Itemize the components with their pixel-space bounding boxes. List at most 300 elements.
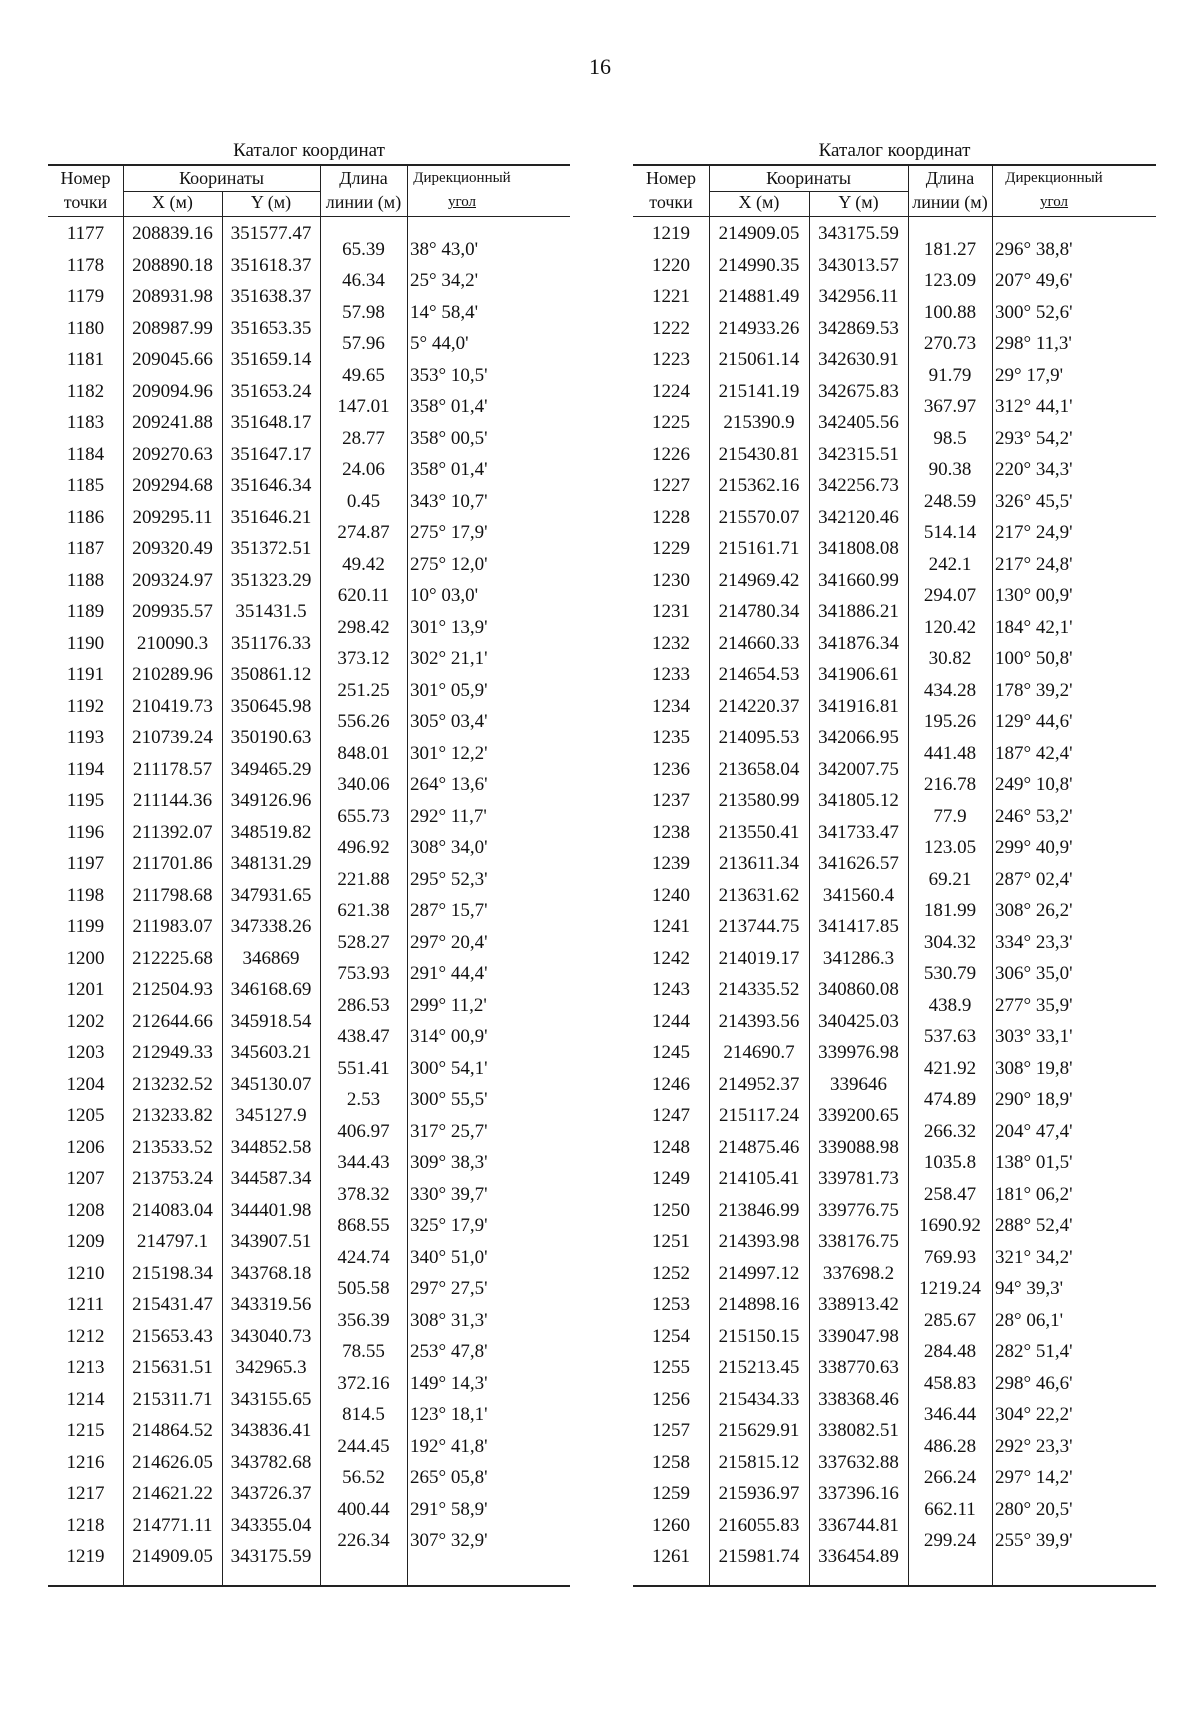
point-number: 1246 <box>652 1073 690 1095</box>
direction-angle: 309° 38,3' <box>410 1152 488 1174</box>
direction-angle: 291° 58,9' <box>410 1498 488 1520</box>
coord-y: 350190.63 <box>230 727 312 748</box>
coord-x: 209270.63 <box>132 443 213 465</box>
direction-angle: 275° 17,9' <box>410 522 488 544</box>
coord-x: 215141.19 <box>718 380 800 402</box>
coord-x: 211701.86 <box>132 853 213 874</box>
line-segment-row <box>633 1242 1156 1274</box>
point-number: 1182 <box>66 380 105 402</box>
point-number: 1203 <box>66 1042 105 1063</box>
direction-angle: 358° 01,4' <box>410 396 488 418</box>
point-number: 1256 <box>652 1388 690 1410</box>
line-length: 100.88 <box>923 301 977 323</box>
coord-y: 338770.63 <box>818 1357 899 1378</box>
point-number: 1220 <box>652 254 690 276</box>
point-number: 1219 <box>652 223 690 244</box>
line-segment-row <box>48 1368 570 1400</box>
point-number: 1188 <box>66 569 105 591</box>
coord-y: 344852.58 <box>230 1136 312 1158</box>
coord-y: 339976.98 <box>818 1042 899 1063</box>
line-length: 120.42 <box>923 616 977 638</box>
point-number: 1209 <box>66 1231 105 1252</box>
coord-x: 214898.16 <box>718 1294 800 1315</box>
line-segment-row <box>48 643 570 675</box>
line-length: 434.28 <box>923 679 977 701</box>
direction-angle: 184° 42,1' <box>995 616 1073 638</box>
direction-angle: 264° 13,6' <box>410 774 488 796</box>
point-number: 1181 <box>66 349 105 370</box>
line-segment-row <box>633 1273 1156 1305</box>
line-length: 868.55 <box>337 1215 390 1237</box>
line-length: 251.25 <box>337 679 390 701</box>
line-segment-row <box>633 738 1156 770</box>
point-number: 1193 <box>66 727 105 748</box>
coord-x: 214626.05 <box>132 1451 213 1473</box>
coord-y: 351638.37 <box>230 286 312 307</box>
point-number: 1213 <box>66 1357 105 1378</box>
line-length: 46.34 <box>342 270 385 292</box>
line-segment-row <box>48 454 570 486</box>
header-length-top: Длина <box>925 168 975 188</box>
point-number: 1201 <box>66 979 105 1000</box>
point-number: 1196 <box>66 821 105 843</box>
line-length: 57.98 <box>342 301 385 323</box>
coord-y: 345603.21 <box>230 1042 312 1063</box>
line-segment-row <box>48 706 570 738</box>
coord-x: 214690.7 <box>723 1042 795 1063</box>
line-length: 620.11 <box>337 585 390 607</box>
direction-angle: 288° 52,4' <box>995 1215 1073 1237</box>
line-length: 266.32 <box>923 1120 977 1142</box>
point-number: 1239 <box>652 853 690 874</box>
coord-x: 213233.82 <box>132 1105 213 1126</box>
coord-x: 215430.81 <box>718 443 800 465</box>
coord-x: 215936.97 <box>718 1483 800 1504</box>
line-segment-row <box>633 769 1156 801</box>
line-length: 373.12 <box>337 648 390 670</box>
coord-y: 351659.14 <box>230 349 312 370</box>
coord-x: 214083.04 <box>132 1199 213 1221</box>
direction-angle: 14° 58,4' <box>410 301 479 323</box>
line-segment-row <box>48 1525 570 1557</box>
coord-y: 342869.53 <box>818 317 899 339</box>
line-length: 285.67 <box>923 1309 977 1331</box>
coord-x: 214621.22 <box>132 1483 213 1504</box>
coord-y: 343907.51 <box>230 1231 312 1252</box>
line-segment-row <box>633 675 1156 707</box>
coord-x: 214019.17 <box>718 947 800 969</box>
line-length: 298.42 <box>337 616 390 638</box>
coord-x: 214797.1 <box>136 1231 209 1252</box>
line-segment-row <box>633 454 1156 486</box>
line-segment-row <box>48 1053 570 1085</box>
coord-y: 341805.12 <box>818 790 899 811</box>
coord-x: 211983.07 <box>132 916 213 937</box>
line-segment-row <box>48 1462 570 1494</box>
header-point-bottom: точки <box>63 192 108 212</box>
coord-y: 348519.82 <box>230 821 312 843</box>
line-segment-row <box>633 1336 1156 1368</box>
line-length: 378.32 <box>337 1183 390 1205</box>
line-length: 496.92 <box>337 837 390 859</box>
line-segment-row <box>633 1525 1156 1557</box>
line-segment-row <box>48 1305 570 1337</box>
line-length: 2.53 <box>346 1089 381 1111</box>
coord-y: 345127.9 <box>235 1105 307 1126</box>
point-number: 1228 <box>652 506 690 528</box>
direction-angle: 304° 22,2' <box>995 1404 1073 1426</box>
line-segment-row <box>48 1021 570 1053</box>
point-number: 1177 <box>66 223 105 244</box>
line-segment-row <box>633 1179 1156 1211</box>
coord-x: 214969.42 <box>718 569 800 591</box>
coord-y: 343355.04 <box>230 1514 312 1536</box>
coord-x: 214660.33 <box>718 632 800 654</box>
coord-y: 346869 <box>242 947 300 969</box>
point-number: 1227 <box>652 475 690 496</box>
line-length: 344.43 <box>337 1152 390 1174</box>
coord-x: 215434.33 <box>718 1388 800 1410</box>
line-length: 91.79 <box>928 364 972 386</box>
coord-x: 212644.66 <box>132 1010 213 1032</box>
coord-x: 215311.71 <box>132 1388 213 1410</box>
coord-x: 213631.62 <box>718 884 800 906</box>
direction-angle: 207° 49,6' <box>995 270 1073 292</box>
line-length: 244.45 <box>337 1435 390 1457</box>
header-angle-bottom: угол <box>447 194 477 210</box>
line-segment-row <box>633 927 1156 959</box>
line-length: 123.05 <box>923 837 977 859</box>
direction-angle: 307° 32,9' <box>410 1530 488 1552</box>
direction-angle: 305° 03,4' <box>410 711 488 733</box>
line-length: 441.48 <box>923 742 977 764</box>
line-length: 621.38 <box>337 900 390 922</box>
coord-y: 339088.98 <box>818 1136 899 1158</box>
direction-angle: 187° 42,4' <box>995 742 1073 764</box>
coord-x: 215362.16 <box>718 475 800 496</box>
direction-angle: 343° 10,7' <box>410 490 488 512</box>
point-number: 1236 <box>652 758 690 780</box>
direction-angle: 301° 13,9' <box>410 616 488 638</box>
line-length: 24.06 <box>342 459 385 481</box>
coord-y: 342256.73 <box>818 475 899 496</box>
coord-y: 349126.96 <box>230 790 312 811</box>
catalog-title: Каталог координат <box>818 140 971 161</box>
coord-y: 343836.41 <box>230 1420 312 1441</box>
line-segment-row <box>48 927 570 959</box>
point-number: 1249 <box>652 1168 690 1189</box>
line-length: 406.97 <box>337 1120 390 1142</box>
line-length: 242.1 <box>928 553 972 575</box>
coord-x: 216055.83 <box>718 1514 800 1536</box>
point-number: 1252 <box>652 1262 690 1284</box>
point-number: 1206 <box>66 1136 105 1158</box>
line-length: 69.21 <box>928 868 972 890</box>
coord-y: 341886.21 <box>818 601 899 622</box>
line-length: 340.06 <box>337 774 390 796</box>
coord-y: 346168.69 <box>230 979 312 1000</box>
line-length: 421.92 <box>923 1057 977 1079</box>
line-segment-row <box>633 423 1156 455</box>
coord-x: 214220.37 <box>718 695 800 717</box>
direction-angle: 217° 24,9' <box>995 522 1073 544</box>
line-segment-row <box>633 549 1156 581</box>
line-length: 551.41 <box>337 1057 390 1079</box>
coord-y: 343782.68 <box>230 1451 312 1473</box>
line-segment-row <box>633 1147 1156 1179</box>
coord-y: 341906.61 <box>818 664 899 685</box>
coord-y: 349465.29 <box>230 758 312 780</box>
line-segment-row <box>48 990 570 1022</box>
direction-angle: 340° 51,0' <box>410 1246 488 1268</box>
line-segment-row <box>48 486 570 518</box>
coord-y: 341626.57 <box>818 853 899 874</box>
coord-x: 209045.66 <box>132 349 213 370</box>
point-number: 1211 <box>66 1294 105 1315</box>
point-number: 1214 <box>66 1388 105 1410</box>
line-segment-row <box>633 297 1156 329</box>
coord-x: 214990.35 <box>718 254 800 276</box>
point-number: 1200 <box>66 947 105 969</box>
coord-x: 214105.41 <box>718 1168 800 1189</box>
line-segment-row <box>48 360 570 392</box>
header-length-top: Длина <box>339 168 388 188</box>
line-segment-row <box>633 958 1156 990</box>
direction-angle: 303° 33,1' <box>995 1026 1073 1048</box>
direction-angle: 291° 44,4' <box>410 963 488 985</box>
line-length: 195.26 <box>923 711 977 733</box>
coord-y: 337632.88 <box>818 1451 899 1473</box>
coord-y: 351618.37 <box>230 254 312 276</box>
line-length: 556.26 <box>337 711 390 733</box>
coord-x: 215213.45 <box>718 1357 800 1378</box>
coord-y: 341733.47 <box>818 821 899 843</box>
direction-angle: 130° 00,9' <box>995 585 1073 607</box>
direction-angle: 300° 55,5' <box>410 1089 488 1111</box>
coord-x: 214654.53 <box>718 664 800 685</box>
point-number: 1178 <box>66 254 105 276</box>
line-segment-row <box>48 1242 570 1274</box>
coord-y: 340860.08 <box>818 979 899 1000</box>
line-segment-row <box>633 832 1156 864</box>
direction-angle: 192° 41,8' <box>410 1435 488 1457</box>
point-number: 1215 <box>66 1420 105 1441</box>
point-number: 1218 <box>66 1514 105 1536</box>
direction-angle: 249° 10,8' <box>995 774 1073 796</box>
line-segment-row <box>633 706 1156 738</box>
catalog-title: Каталог координат <box>233 140 385 161</box>
line-segment-row <box>48 1210 570 1242</box>
line-length: 1690.92 <box>919 1215 981 1237</box>
point-number: 1179 <box>66 286 105 307</box>
direction-angle: 353° 10,5' <box>410 364 488 386</box>
direction-angle: 220° 34,3' <box>995 459 1073 481</box>
coord-x: 215815.12 <box>718 1451 800 1473</box>
point-number: 1241 <box>652 916 690 937</box>
header-length-bottom: линии (м) <box>912 192 988 212</box>
coord-y: 339200.65 <box>818 1105 899 1126</box>
coord-x: 209241.88 <box>132 412 213 433</box>
point-number: 1191 <box>66 664 105 685</box>
direction-angle: 204° 47,4' <box>995 1120 1073 1142</box>
coord-y: 351648.17 <box>230 412 312 433</box>
point-number: 1233 <box>652 664 690 685</box>
header-length-bottom: линии (м) <box>325 192 402 212</box>
point-number: 1259 <box>652 1483 690 1504</box>
coord-x: 215629.91 <box>718 1420 800 1441</box>
line-segment-row <box>633 234 1156 266</box>
direction-angle: 297° 14,2' <box>995 1467 1073 1489</box>
direction-angle: 282° 51,4' <box>995 1341 1073 1363</box>
line-length: 147.01 <box>337 396 390 418</box>
line-segment-row <box>633 1399 1156 1431</box>
line-segment-row <box>48 580 570 612</box>
line-length: 57.96 <box>342 333 385 355</box>
direction-angle: 299° 40,9' <box>995 837 1073 859</box>
line-length: 528.27 <box>337 931 390 953</box>
line-length: 28.77 <box>342 427 385 449</box>
line-length: 181.27 <box>923 238 977 260</box>
coord-y: 342066.95 <box>818 727 899 748</box>
header-x: X (м) <box>152 192 193 212</box>
header-angle-top: Дирекционный <box>413 170 511 186</box>
line-length: 1219.24 <box>919 1278 981 1300</box>
coord-x: 213611.34 <box>718 853 800 874</box>
table-body <box>48 217 570 1587</box>
coord-y: 345918.54 <box>230 1010 312 1032</box>
direction-angle: 292° 11,7' <box>410 805 487 827</box>
point-number: 1190 <box>66 632 105 654</box>
point-number: 1237 <box>652 790 690 811</box>
direction-angle: 298° 46,6' <box>995 1372 1073 1394</box>
direction-angle: 326° 45,5' <box>995 490 1073 512</box>
point-number: 1247 <box>652 1105 690 1126</box>
coord-y: 337396.16 <box>818 1483 899 1504</box>
point-number: 1186 <box>66 506 105 528</box>
direction-angle: 300° 52,6' <box>995 301 1073 323</box>
direction-angle: 129° 44,6' <box>995 711 1073 733</box>
coord-x: 211392.07 <box>132 821 213 843</box>
direction-angle: 302° 21,1' <box>410 648 488 670</box>
coord-y: 342675.83 <box>818 380 899 402</box>
page-number: 16 <box>589 54 611 79</box>
line-length: 346.44 <box>923 1404 977 1426</box>
line-segment-row <box>48 1494 570 1526</box>
line-segment-row <box>48 738 570 770</box>
line-segment-row <box>633 1084 1156 1116</box>
header-point-top: Номер <box>60 168 111 188</box>
direction-angle: 100° 50,8' <box>995 648 1073 670</box>
point-number: 1198 <box>66 884 105 906</box>
coord-x: 208890.18 <box>132 254 213 276</box>
line-segment-row <box>633 360 1156 392</box>
line-segment-row <box>633 801 1156 833</box>
line-length: 848.01 <box>337 742 390 764</box>
line-length: 98.5 <box>933 427 967 449</box>
point-number: 1225 <box>652 412 690 433</box>
point-number: 1194 <box>66 758 105 780</box>
coord-x: 210419.73 <box>132 695 213 717</box>
coord-x: 208839.16 <box>132 223 213 244</box>
point-number: 1224 <box>652 380 690 402</box>
line-length: 258.47 <box>923 1183 977 1205</box>
coord-x: 212225.68 <box>132 947 213 969</box>
coord-y: 343768.18 <box>230 1262 312 1284</box>
coord-x: 210289.96 <box>132 664 213 685</box>
coord-x: 214997.12 <box>718 1262 800 1284</box>
line-segment-row <box>633 1431 1156 1463</box>
coord-x: 213744.75 <box>718 916 800 937</box>
line-length: 274.87 <box>337 522 390 544</box>
direction-angle: 277° 35,9' <box>995 994 1073 1016</box>
point-number: 1235 <box>652 727 690 748</box>
line-segment-row <box>48 1273 570 1305</box>
coord-y: 343175.59 <box>818 223 899 244</box>
coord-y: 351646.21 <box>230 506 312 528</box>
line-length: 299.24 <box>923 1530 977 1552</box>
line-segment-row <box>48 1147 570 1179</box>
coord-x: 215431.47 <box>132 1294 213 1315</box>
line-segment-row <box>48 1399 570 1431</box>
direction-angle: 325° 17,9' <box>410 1215 488 1237</box>
coord-x: 211798.68 <box>132 884 213 906</box>
point-number: 1222 <box>652 317 690 339</box>
line-segment-row <box>633 895 1156 927</box>
coord-x: 213550.41 <box>718 821 800 843</box>
coord-y: 347931.65 <box>230 884 312 906</box>
line-segment-row <box>633 1116 1156 1148</box>
line-length: 181.99 <box>923 900 977 922</box>
coord-x: 214771.11 <box>132 1514 213 1536</box>
header-angle-top: Дирекционный <box>1005 170 1103 186</box>
coord-y: 342956.11 <box>818 286 899 307</box>
direction-angle: 10° 03,0' <box>410 585 479 607</box>
coord-y: 341560.4 <box>822 884 895 906</box>
line-length: 814.5 <box>342 1404 385 1426</box>
coord-y: 338368.46 <box>818 1388 899 1410</box>
line-segment-row <box>48 675 570 707</box>
direction-angle: 138° 01,5' <box>995 1152 1073 1174</box>
coord-y: 342965.3 <box>235 1357 307 1378</box>
coord-y: 339047.98 <box>818 1325 899 1347</box>
coord-x: 215150.15 <box>718 1325 800 1347</box>
line-length: 505.58 <box>337 1278 390 1300</box>
coord-x: 215981.74 <box>718 1546 800 1567</box>
catalog-left <box>48 138 570 1587</box>
line-segment-row <box>48 391 570 423</box>
header-point-top: Номер <box>645 168 697 188</box>
coord-y: 343013.57 <box>818 254 899 276</box>
direction-angle: 321° 34,2' <box>995 1246 1073 1268</box>
coord-y: 341916.81 <box>818 695 899 717</box>
line-length: 514.14 <box>923 522 977 544</box>
point-number: 1231 <box>652 601 690 622</box>
direction-angle: 308° 34,0' <box>410 837 488 859</box>
coord-x: 214393.98 <box>718 1231 800 1252</box>
table-header <box>633 164 1156 217</box>
coord-x: 213846.99 <box>718 1199 800 1221</box>
coord-x: 215653.43 <box>132 1325 213 1347</box>
coord-y: 336744.81 <box>818 1514 899 1536</box>
direction-angle: 265° 05,8' <box>410 1467 488 1489</box>
line-length: 530.79 <box>923 963 977 985</box>
line-length: 216.78 <box>923 774 977 796</box>
line-length: 30.82 <box>928 648 972 670</box>
coord-y: 338176.75 <box>818 1231 899 1252</box>
point-number: 1180 <box>66 317 105 339</box>
coord-x: 211178.57 <box>132 758 213 780</box>
direction-angle: 181° 06,2' <box>995 1183 1073 1205</box>
